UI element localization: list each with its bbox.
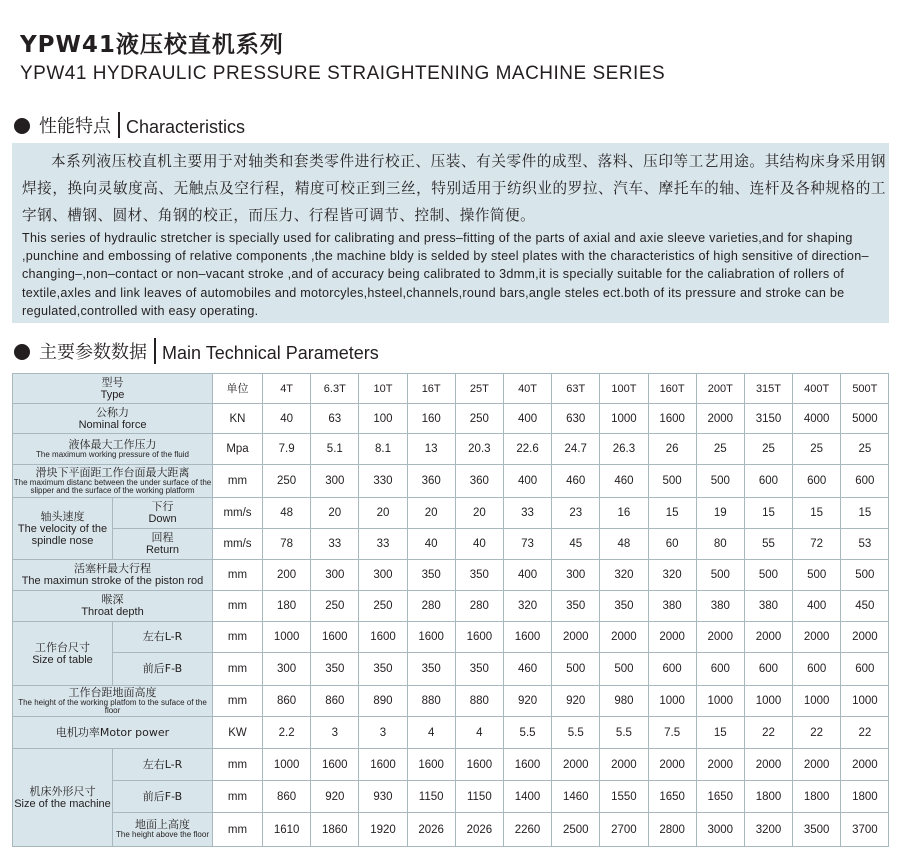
unit-cell: mm <box>213 591 263 622</box>
bullet-icon <box>14 118 30 134</box>
table-cell-value: 280 <box>455 591 503 622</box>
table-cell-value: 13 <box>407 434 455 465</box>
table-cell-value: 350 <box>455 560 503 591</box>
param-label-machine-size <box>13 749 113 847</box>
table-row <box>13 529 889 560</box>
table-cell-value: 320 <box>648 560 696 591</box>
table-cell-value: 40 <box>263 404 311 434</box>
table-cell-value: 25 <box>793 434 841 465</box>
table-cell-value: 26.3 <box>600 434 648 465</box>
table-cell-value: 320 <box>600 560 648 591</box>
model-header: 500T <box>841 374 889 404</box>
table-cell-value: 1460 <box>552 781 600 813</box>
table-cell-value: 48 <box>600 529 648 560</box>
param-label-cn: 工作台距地面高度 <box>68 685 157 699</box>
param-label-en: Down <box>148 513 177 525</box>
table-cell-value: 980 <box>600 686 648 717</box>
table-cell-value: 160 <box>407 404 455 434</box>
table-cell-value: 350 <box>552 591 600 622</box>
param-label-cn: 机床外形尺寸 <box>29 784 96 798</box>
model-header: 16T <box>407 374 455 404</box>
model-header: 6.3T <box>311 374 359 404</box>
table-cell-value: 600 <box>841 653 889 686</box>
unit-cell: mm <box>213 781 263 813</box>
unit-cell: mm <box>213 653 263 686</box>
table-cell-value: 400 <box>503 404 551 434</box>
table-cell-value: 1600 <box>311 749 359 781</box>
table-cell-value: 5000 <box>841 404 889 434</box>
param-label-cn: 液体最大工作压力 <box>68 437 157 451</box>
table-cell-value: 250 <box>455 404 503 434</box>
sub-label-return <box>113 529 213 560</box>
table-cell-value: 15 <box>744 498 792 529</box>
table-cell-value: 280 <box>407 591 455 622</box>
param-label-nominal_force <box>13 404 213 434</box>
table-cell-value: 1550 <box>600 781 648 813</box>
table-cell-value: 2000 <box>696 404 744 434</box>
table-cell-value: 1650 <box>696 781 744 813</box>
table-row <box>13 653 889 686</box>
table-cell-value: 80 <box>696 529 744 560</box>
table-cell-value: 600 <box>648 653 696 686</box>
param-label-cn: 公称力 <box>96 405 129 419</box>
table-cell-value: 4000 <box>793 404 841 434</box>
model-header: 4T <box>263 374 311 404</box>
table-cell-value: 2000 <box>744 622 792 653</box>
table-cell-value: 300 <box>552 560 600 591</box>
table-cell-value: 500 <box>552 653 600 686</box>
table-cell-value: 1000 <box>696 686 744 717</box>
table-cell-value: 2000 <box>841 622 889 653</box>
table-cell-value: 600 <box>696 653 744 686</box>
table-cell-value: 1600 <box>311 622 359 653</box>
table-cell-value: 2000 <box>696 622 744 653</box>
table-cell-value: 300 <box>311 465 359 498</box>
unit-cell: Mpa <box>213 434 263 465</box>
parameters-table <box>12 373 889 847</box>
table-cell-value: 26 <box>648 434 696 465</box>
table-cell-value: 1000 <box>744 686 792 717</box>
param-label-en: The maximum distanc between the under surface of the slipper and the surface of the working platform <box>13 477 212 495</box>
table-cell-value: 1000 <box>263 749 311 781</box>
table-cell-value: 53 <box>841 529 889 560</box>
table-cell-value: 2000 <box>552 749 600 781</box>
table-cell-value: 1600 <box>648 404 696 434</box>
table-cell-value: 1000 <box>600 404 648 434</box>
table-cell-value: 350 <box>407 653 455 686</box>
table-cell-value: 350 <box>311 653 359 686</box>
unit-cell: mm <box>213 813 263 847</box>
table-cell-value: 2500 <box>552 813 600 847</box>
table-cell-value: 300 <box>263 653 311 686</box>
table-cell-value: 1600 <box>455 622 503 653</box>
table-cell-value: 400 <box>503 560 551 591</box>
table-cell-value: 600 <box>841 465 889 498</box>
table-row <box>13 560 889 591</box>
table-cell-value: 380 <box>648 591 696 622</box>
param-label-spindle-velocity <box>13 498 113 560</box>
table-cell-value: 600 <box>744 653 792 686</box>
unit-cell: mm <box>213 749 263 781</box>
table-cell-value: 350 <box>455 653 503 686</box>
model-header: 315T <box>744 374 792 404</box>
table-cell-value: 45 <box>552 529 600 560</box>
table-cell-value: 8.1 <box>359 434 407 465</box>
model-header: 25T <box>455 374 503 404</box>
page-subtitle: YPW41 HYDRAULIC PRESSURE STRAIGHTENING MACHINE SERIES <box>20 63 666 84</box>
table-cell-value: 500 <box>744 560 792 591</box>
param-label-cn: 地面上高度 <box>135 818 190 832</box>
table-cell-value: 22 <box>744 717 792 749</box>
table-cell-value: 880 <box>407 686 455 717</box>
heading-divider <box>118 112 120 138</box>
table-cell-value: 22 <box>793 717 841 749</box>
table-cell-value: 4 <box>407 717 455 749</box>
table-cell-value: 33 <box>503 498 551 529</box>
table-cell-value: 15 <box>841 498 889 529</box>
unit-cell: KN <box>213 404 263 434</box>
unit-header: 单位 <box>213 374 263 404</box>
table-cell-value: 1860 <box>311 813 359 847</box>
table-cell-value: 2000 <box>552 622 600 653</box>
table-cell-value: 72 <box>793 529 841 560</box>
table-cell-value: 5.5 <box>503 717 551 749</box>
table-cell-value: 2026 <box>407 813 455 847</box>
table-cell-value: 2.2 <box>263 717 311 749</box>
table-cell-value: 33 <box>311 529 359 560</box>
table-cell-value: 380 <box>696 591 744 622</box>
table-cell-value: 1150 <box>455 781 503 813</box>
table-cell-value: 920 <box>552 686 600 717</box>
table-cell-value: 2026 <box>455 813 503 847</box>
page-title: YPW41液压校直机系列 <box>20 32 284 58</box>
table-cell-value: 20 <box>407 498 455 529</box>
table-cell-value: 2000 <box>648 622 696 653</box>
param-label-throat_depth <box>13 591 213 622</box>
sub-label-height <box>113 813 213 847</box>
table-cell-value: 1600 <box>407 622 455 653</box>
table-cell-value: 1800 <box>744 781 792 813</box>
table-cell-value: 5.5 <box>600 717 648 749</box>
table-cell-value: 2000 <box>648 749 696 781</box>
table-cell-value: 2000 <box>600 749 648 781</box>
table-cell-value: 15 <box>696 717 744 749</box>
table-cell-value: 930 <box>359 781 407 813</box>
table-cell-value: 78 <box>263 529 311 560</box>
table-cell-value: 20 <box>455 498 503 529</box>
table-cell-value: 24.7 <box>552 434 600 465</box>
model-header: 63T <box>552 374 600 404</box>
table-cell-value: 1000 <box>263 622 311 653</box>
table-row <box>13 404 889 434</box>
table-row <box>13 465 889 498</box>
table-cell-value: 25 <box>744 434 792 465</box>
table-cell-value: 180 <box>263 591 311 622</box>
table-cell-value: 2000 <box>793 622 841 653</box>
table-cell-value: 19 <box>696 498 744 529</box>
table-cell-value: 350 <box>359 653 407 686</box>
table-cell-value: 22 <box>841 717 889 749</box>
param-label-max_pressure <box>13 434 213 465</box>
param-label-piston_stroke <box>13 560 213 591</box>
unit-cell: mm <box>213 560 263 591</box>
table-cell-value: 2000 <box>600 622 648 653</box>
table-cell-value: 890 <box>359 686 407 717</box>
parameters-heading-en: Main Technical Parameters <box>162 343 379 363</box>
table-cell-value: 3000 <box>696 813 744 847</box>
sub-label-fb: 前后F-B <box>113 781 213 813</box>
table-cell-value: 2000 <box>793 749 841 781</box>
table-cell-value: 1600 <box>359 622 407 653</box>
table-cell-value: 1600 <box>407 749 455 781</box>
param-label-en: The height above the floor <box>116 830 209 840</box>
table-cell-value: 40 <box>455 529 503 560</box>
table-cell-value: 860 <box>263 781 311 813</box>
model-header: 160T <box>648 374 696 404</box>
table-cell-value: 380 <box>744 591 792 622</box>
table-cell-value: 100 <box>359 404 407 434</box>
table-row <box>13 686 889 717</box>
table-cell-value: 55 <box>744 529 792 560</box>
model-header: 40T <box>503 374 551 404</box>
table-cell-value: 5.5 <box>552 717 600 749</box>
param-label-en: Size of the machine <box>14 797 111 810</box>
param-label-en: The velocity of the spindle nose <box>17 522 108 547</box>
heading-divider <box>154 338 156 364</box>
table-cell-value: 500 <box>648 465 696 498</box>
table-cell-value: 2000 <box>744 749 792 781</box>
table-cell-value: 1650 <box>648 781 696 813</box>
table-cell-value: 1920 <box>359 813 407 847</box>
param-label-en: The height of the working platfom to the suface of the floor <box>18 697 207 715</box>
table-cell-value: 460 <box>552 465 600 498</box>
table-cell-value: 1000 <box>648 686 696 717</box>
table-cell-value: 63 <box>311 404 359 434</box>
table-cell-value: 4 <box>455 717 503 749</box>
table-cell-value: 5.1 <box>311 434 359 465</box>
table-cell-value: 15 <box>648 498 696 529</box>
table-cell-value: 1800 <box>841 781 889 813</box>
table-cell-value: 350 <box>407 560 455 591</box>
table-cell-value: 450 <box>841 591 889 622</box>
table-cell-value: 2000 <box>841 749 889 781</box>
table-cell-value: 330 <box>359 465 407 498</box>
table-cell-value: 3 <box>359 717 407 749</box>
param-label-en: Nominal force <box>78 418 147 431</box>
table-cell-value: 500 <box>696 465 744 498</box>
table-cell-value: 400 <box>503 465 551 498</box>
table-cell-value: 400 <box>793 591 841 622</box>
parameters-heading-cn: 主要参数数据 <box>39 342 147 363</box>
unit-cell: KW <box>213 717 263 749</box>
param-label-cn: 活塞杆最大行程 <box>74 562 151 575</box>
table-cell-value: 1600 <box>503 622 551 653</box>
table-cell-value: 23 <box>552 498 600 529</box>
table-cell-value: 600 <box>744 465 792 498</box>
table-cell-value: 250 <box>311 591 359 622</box>
table-cell-value: 33 <box>359 529 407 560</box>
table-row <box>13 749 889 781</box>
parameters-heading <box>14 338 379 364</box>
param-label-cn: 型号 <box>101 375 124 389</box>
table-cell-value: 3 <box>311 717 359 749</box>
param-label-table-size <box>13 622 113 686</box>
table-cell-value: 16 <box>600 498 648 529</box>
characteristics-heading-cn: 性能特点 <box>39 116 111 137</box>
table-cell-value: 920 <box>503 686 551 717</box>
unit-cell: mm/s <box>213 529 263 560</box>
param-label-en: Return <box>145 544 180 556</box>
param-label-cn: 滑块下平面距工作台面最大距离 <box>35 465 190 479</box>
param-label-en: Type <box>100 388 125 401</box>
table-cell-value: 15 <box>793 498 841 529</box>
param-label-en: Throat depth <box>81 606 144 618</box>
sub-label-fb: 前后F-B <box>113 653 213 686</box>
model-header: 100T <box>600 374 648 404</box>
unit-cell: mm/s <box>213 498 263 529</box>
table-row <box>13 374 889 404</box>
table-cell-value: 2700 <box>600 813 648 847</box>
table-cell-value: 500 <box>600 653 648 686</box>
table-cell-value: 460 <box>503 653 551 686</box>
param-label-max_distance <box>13 465 213 498</box>
table-cell-value: 60 <box>648 529 696 560</box>
table-cell-value: 1610 <box>263 813 311 847</box>
param-label-cn: 工作台尺寸 <box>35 640 90 654</box>
table-cell-value: 860 <box>311 686 359 717</box>
table-row <box>13 434 889 465</box>
table-cell-value: 1000 <box>793 686 841 717</box>
table-cell-value: 320 <box>503 591 551 622</box>
table-row <box>13 591 889 622</box>
table-cell-value: 25 <box>696 434 744 465</box>
model-header: 10T <box>359 374 407 404</box>
param-label-en: The maximum working pressure of the fluid <box>36 449 189 459</box>
table-cell-value: 630 <box>552 404 600 434</box>
table-cell-value: 3500 <box>793 813 841 847</box>
table-row <box>13 813 889 847</box>
unit-cell: mm <box>213 622 263 653</box>
sub-label-down <box>113 498 213 529</box>
table-cell-value: 500 <box>793 560 841 591</box>
table-cell-value: 250 <box>359 591 407 622</box>
param-label-cn: 轴头速度 <box>40 509 85 523</box>
table-cell-value: 860 <box>263 686 311 717</box>
table-cell-value: 3700 <box>841 813 889 847</box>
param-label-platform_height <box>13 686 213 717</box>
table-cell-value: 3150 <box>744 404 792 434</box>
table-row <box>13 717 889 749</box>
unit-cell: mm <box>213 686 263 717</box>
table-cell-value: 48 <box>263 498 311 529</box>
bullet-icon <box>14 344 30 360</box>
table-cell-value: 20 <box>311 498 359 529</box>
param-label-cn: 回程 <box>151 531 174 544</box>
type-label-cell <box>13 374 213 404</box>
table-cell-value: 1000 <box>841 686 889 717</box>
param-label-en: The maximun stroke of the piston rod <box>21 575 204 587</box>
table-cell-value: 360 <box>455 465 503 498</box>
model-header: 200T <box>696 374 744 404</box>
param-label-en: Size of table <box>32 653 93 666</box>
table-cell-value: 460 <box>600 465 648 498</box>
table-cell-value: 22.6 <box>503 434 551 465</box>
table-row <box>13 781 889 813</box>
table-cell-value: 7.9 <box>263 434 311 465</box>
table-cell-value: 500 <box>841 560 889 591</box>
table-cell-value: 73 <box>503 529 551 560</box>
table-cell-value: 40 <box>407 529 455 560</box>
table-cell-value: 2260 <box>503 813 551 847</box>
unit-cell: mm <box>213 465 263 498</box>
table-cell-value: 600 <box>793 465 841 498</box>
table-cell-value: 920 <box>311 781 359 813</box>
table-cell-value: 7.5 <box>648 717 696 749</box>
table-cell-value: 3200 <box>744 813 792 847</box>
table-row <box>13 498 889 529</box>
table-row <box>13 622 889 653</box>
table-cell-value: 1600 <box>503 749 551 781</box>
model-header: 400T <box>793 374 841 404</box>
table-cell-value: 500 <box>696 560 744 591</box>
table-cell-value: 250 <box>263 465 311 498</box>
sub-label-lr: 左右L-R <box>113 622 213 653</box>
characteristics-heading-en: Characteristics <box>126 117 246 137</box>
sub-label-lr: 左右L-R <box>113 749 213 781</box>
characteristics-text-cn: 本系列液压校直机主要用于对轴类和套类零件进行校正、压装、有关零件的成型、落料、压印等工艺用途。其结构床身采用钢焊接，换向灵敏度高、无触点及空行程，精度可校正到三丝，特别适用于纺织业的罗拉、汽车、摩托车的轴、连杆及各种规格的工字钢、槽钢、圆材、角钢的校正，而压力、行程皆可调节、控制、操作简便。 <box>22 153 886 224</box>
param-label-motor-power: 电机功率Motor power <box>13 717 213 749</box>
table-cell-value: 1600 <box>455 749 503 781</box>
table-cell-value: 2000 <box>696 749 744 781</box>
characteristics-text-en: This series of hydraulic stretcher is specially used for calibrating and press–fitting of the parts of axial and axie sleeve varieties,and for shaping ,punchine and embossing of relative components ,the machine bldy is selded by steel plates with the characteristics of high sensitive of direction–changing–,non–contact or non–vacant stroke ,and of accuracy being calibrated to 3dmm,it is specially suitable for the caliabration of rollers of textile,axles and link leaves of automobiles and motorcyles,hsteel,channels,round bars,angle steles ect.both of its pressure and stroke can be regulated,controlled with easy operating. <box>22 231 869 318</box>
table-cell-value: 360 <box>407 465 455 498</box>
table-cell-value: 1150 <box>407 781 455 813</box>
table-cell-value: 1400 <box>503 781 551 813</box>
param-label-cn: 下行 <box>151 500 174 513</box>
table-cell-value: 300 <box>311 560 359 591</box>
table-cell-value: 1800 <box>793 781 841 813</box>
table-cell-value: 200 <box>263 560 311 591</box>
table-cell-value: 880 <box>455 686 503 717</box>
characteristics-heading <box>14 112 245 138</box>
table-cell-value: 20.3 <box>455 434 503 465</box>
table-cell-value: 600 <box>793 653 841 686</box>
table-cell-value: 300 <box>359 560 407 591</box>
table-cell-value: 25 <box>841 434 889 465</box>
table-cell-value: 2800 <box>648 813 696 847</box>
table-cell-value: 1600 <box>359 749 407 781</box>
param-label-cn: 喉深 <box>101 593 124 606</box>
table-cell-value: 20 <box>359 498 407 529</box>
table-cell-value: 350 <box>600 591 648 622</box>
